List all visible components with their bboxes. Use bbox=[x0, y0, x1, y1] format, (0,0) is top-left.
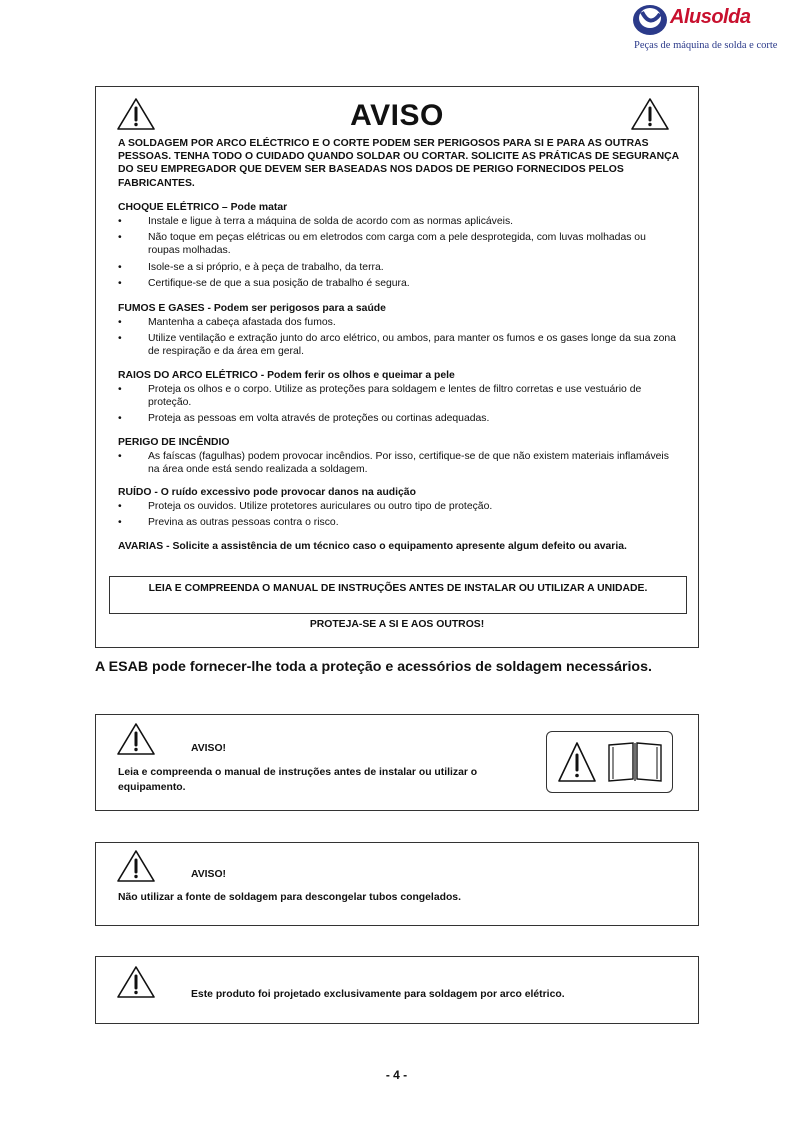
section-noise bbox=[118, 486, 678, 529]
section-fumes-gases bbox=[118, 302, 678, 359]
section-electric-shock bbox=[118, 201, 678, 290]
manual-symbol bbox=[546, 731, 673, 793]
warning-text: Leia e compreenda o manual de instruções antes de instalar ou utilizar o equipamento. bbox=[118, 767, 478, 793]
page-number: - 4 - bbox=[385, 1068, 408, 1082]
section-heading: RUÍDO - O ruído excessivo pode provocar danos na audição bbox=[118, 487, 416, 498]
list-item: • As faíscas (fagulhas) podem provocar incêndios. Por isso, certifique-se de que não existem materiais inflamáveis na área onde está sendo realizada a soldagem. bbox=[118, 451, 669, 476]
warning-box-frozen-pipes bbox=[95, 842, 699, 926]
main-warning-box bbox=[95, 86, 699, 648]
warning-label: AVISO! bbox=[191, 869, 227, 880]
warning-box-manual bbox=[95, 714, 699, 811]
section-heading: FUMOS E GASES - Podem ser perigosos para a saúde bbox=[118, 303, 386, 314]
list-item: • Utilize ventilação e extração junto do arco elétrico, ou ambos, para manter os fumos e os gases longe da sua zona de respiração e da área em geral. bbox=[118, 333, 676, 358]
section-heading: RAIOS DO ARCO ELÉTRICO - Podem ferir os olhos e queimar a pele bbox=[118, 370, 455, 381]
list-item: • Previna as outras pessoas contra o risco. bbox=[118, 517, 339, 529]
list-item: • Proteja as pessoas em volta através de proteções ou cortinas adequadas. bbox=[118, 413, 490, 425]
section-heading: PERIGO DE INCÊNDIO bbox=[118, 437, 230, 448]
section-arc-rays bbox=[118, 369, 678, 426]
protect-yourself-text: PROTEJA-SE A SI E AOS OUTROS! bbox=[309, 619, 485, 630]
warning-triangle-icon bbox=[116, 965, 156, 999]
list-item: • Proteja os ouvidos. Utilize protetores auriculares ou outro tipo de proteção. bbox=[118, 501, 493, 512]
logo-brand: Alusolda bbox=[670, 6, 751, 28]
list-item: • Mantenha a cabeça afastada dos fumos. bbox=[118, 317, 336, 328]
warning-box-arc-welding bbox=[95, 956, 699, 1024]
section-fire-hazard bbox=[118, 436, 678, 476]
logo-tagline: Peças de máquina de solda e corte bbox=[634, 40, 778, 51]
section-heading: CHOQUE ELÉTRICO – Pode matar bbox=[118, 202, 288, 213]
warning-triangle-icon bbox=[116, 722, 156, 756]
esab-statement: A ESAB pode fornecer-lhe toda a proteção e acessórios de soldagem necessários. bbox=[95, 659, 652, 675]
logo-swoosh-icon bbox=[630, 2, 670, 38]
warning-triangle-icon bbox=[557, 740, 597, 784]
alusolda-logo bbox=[628, 2, 788, 58]
warning-text: Não utilizar a fonte de soldagem para descongelar tubos congelados. bbox=[118, 892, 461, 903]
warning-text: Este produto foi projetado exclusivamente para soldagem por arco elétrico. bbox=[191, 989, 565, 1000]
warning-intro: A SOLDAGEM POR ARCO ELÉCTRICO E O CORTE PODEM SER PERIGOSOS PARA SI E PARA AS OUTRAS PESSOAS. TENHA TODO O CUIDADO QUANDO SOLDAR OU CORTAR. SOLICITE AS PRÁTICAS DE SEGURANÇA DO SEU EMPREGADOR QUE DEVEM SER BASEADAS NOS DADOS DE PERIGO FORNECIDOS PELOS FABRICANTES. bbox=[118, 138, 679, 189]
read-manual-banner: LEIA E COMPREENDA O MANUAL DE INSTRUÇÕES ANTES DE INSTALAR OU UTILIZAR A UNIDADE. bbox=[109, 576, 687, 614]
warning-triangle-icon bbox=[116, 849, 156, 883]
list-item: • Certifique-se de que a sua posição de trabalho é segura. bbox=[118, 277, 410, 289]
warning-label: AVISO! bbox=[191, 743, 227, 754]
list-item: • Instale e ligue à terra a máquina de solda de acordo com as normas aplicáveis. bbox=[118, 216, 514, 227]
manual-book-icon bbox=[607, 741, 663, 783]
avarias-notice: AVARIAS - Solicite a assistência de um técnico caso o equipamento apresente algum defeito ou avaria. bbox=[118, 541, 627, 552]
list-item: • Não toque em peças elétricas ou em eletrodos com carga com a pele desprotegida, com luvas molhadas ou roupas molhadas. bbox=[118, 232, 646, 257]
warning-title: AVISO bbox=[350, 99, 444, 132]
list-item: • Isole-se a si próprio, e à peça de trabalho, da terra. bbox=[118, 261, 384, 273]
list-item: • Proteja os olhos e o corpo. Utilize as proteções para soldagem e lentes de filtro corretas e use vestuário de proteção. bbox=[118, 384, 642, 409]
